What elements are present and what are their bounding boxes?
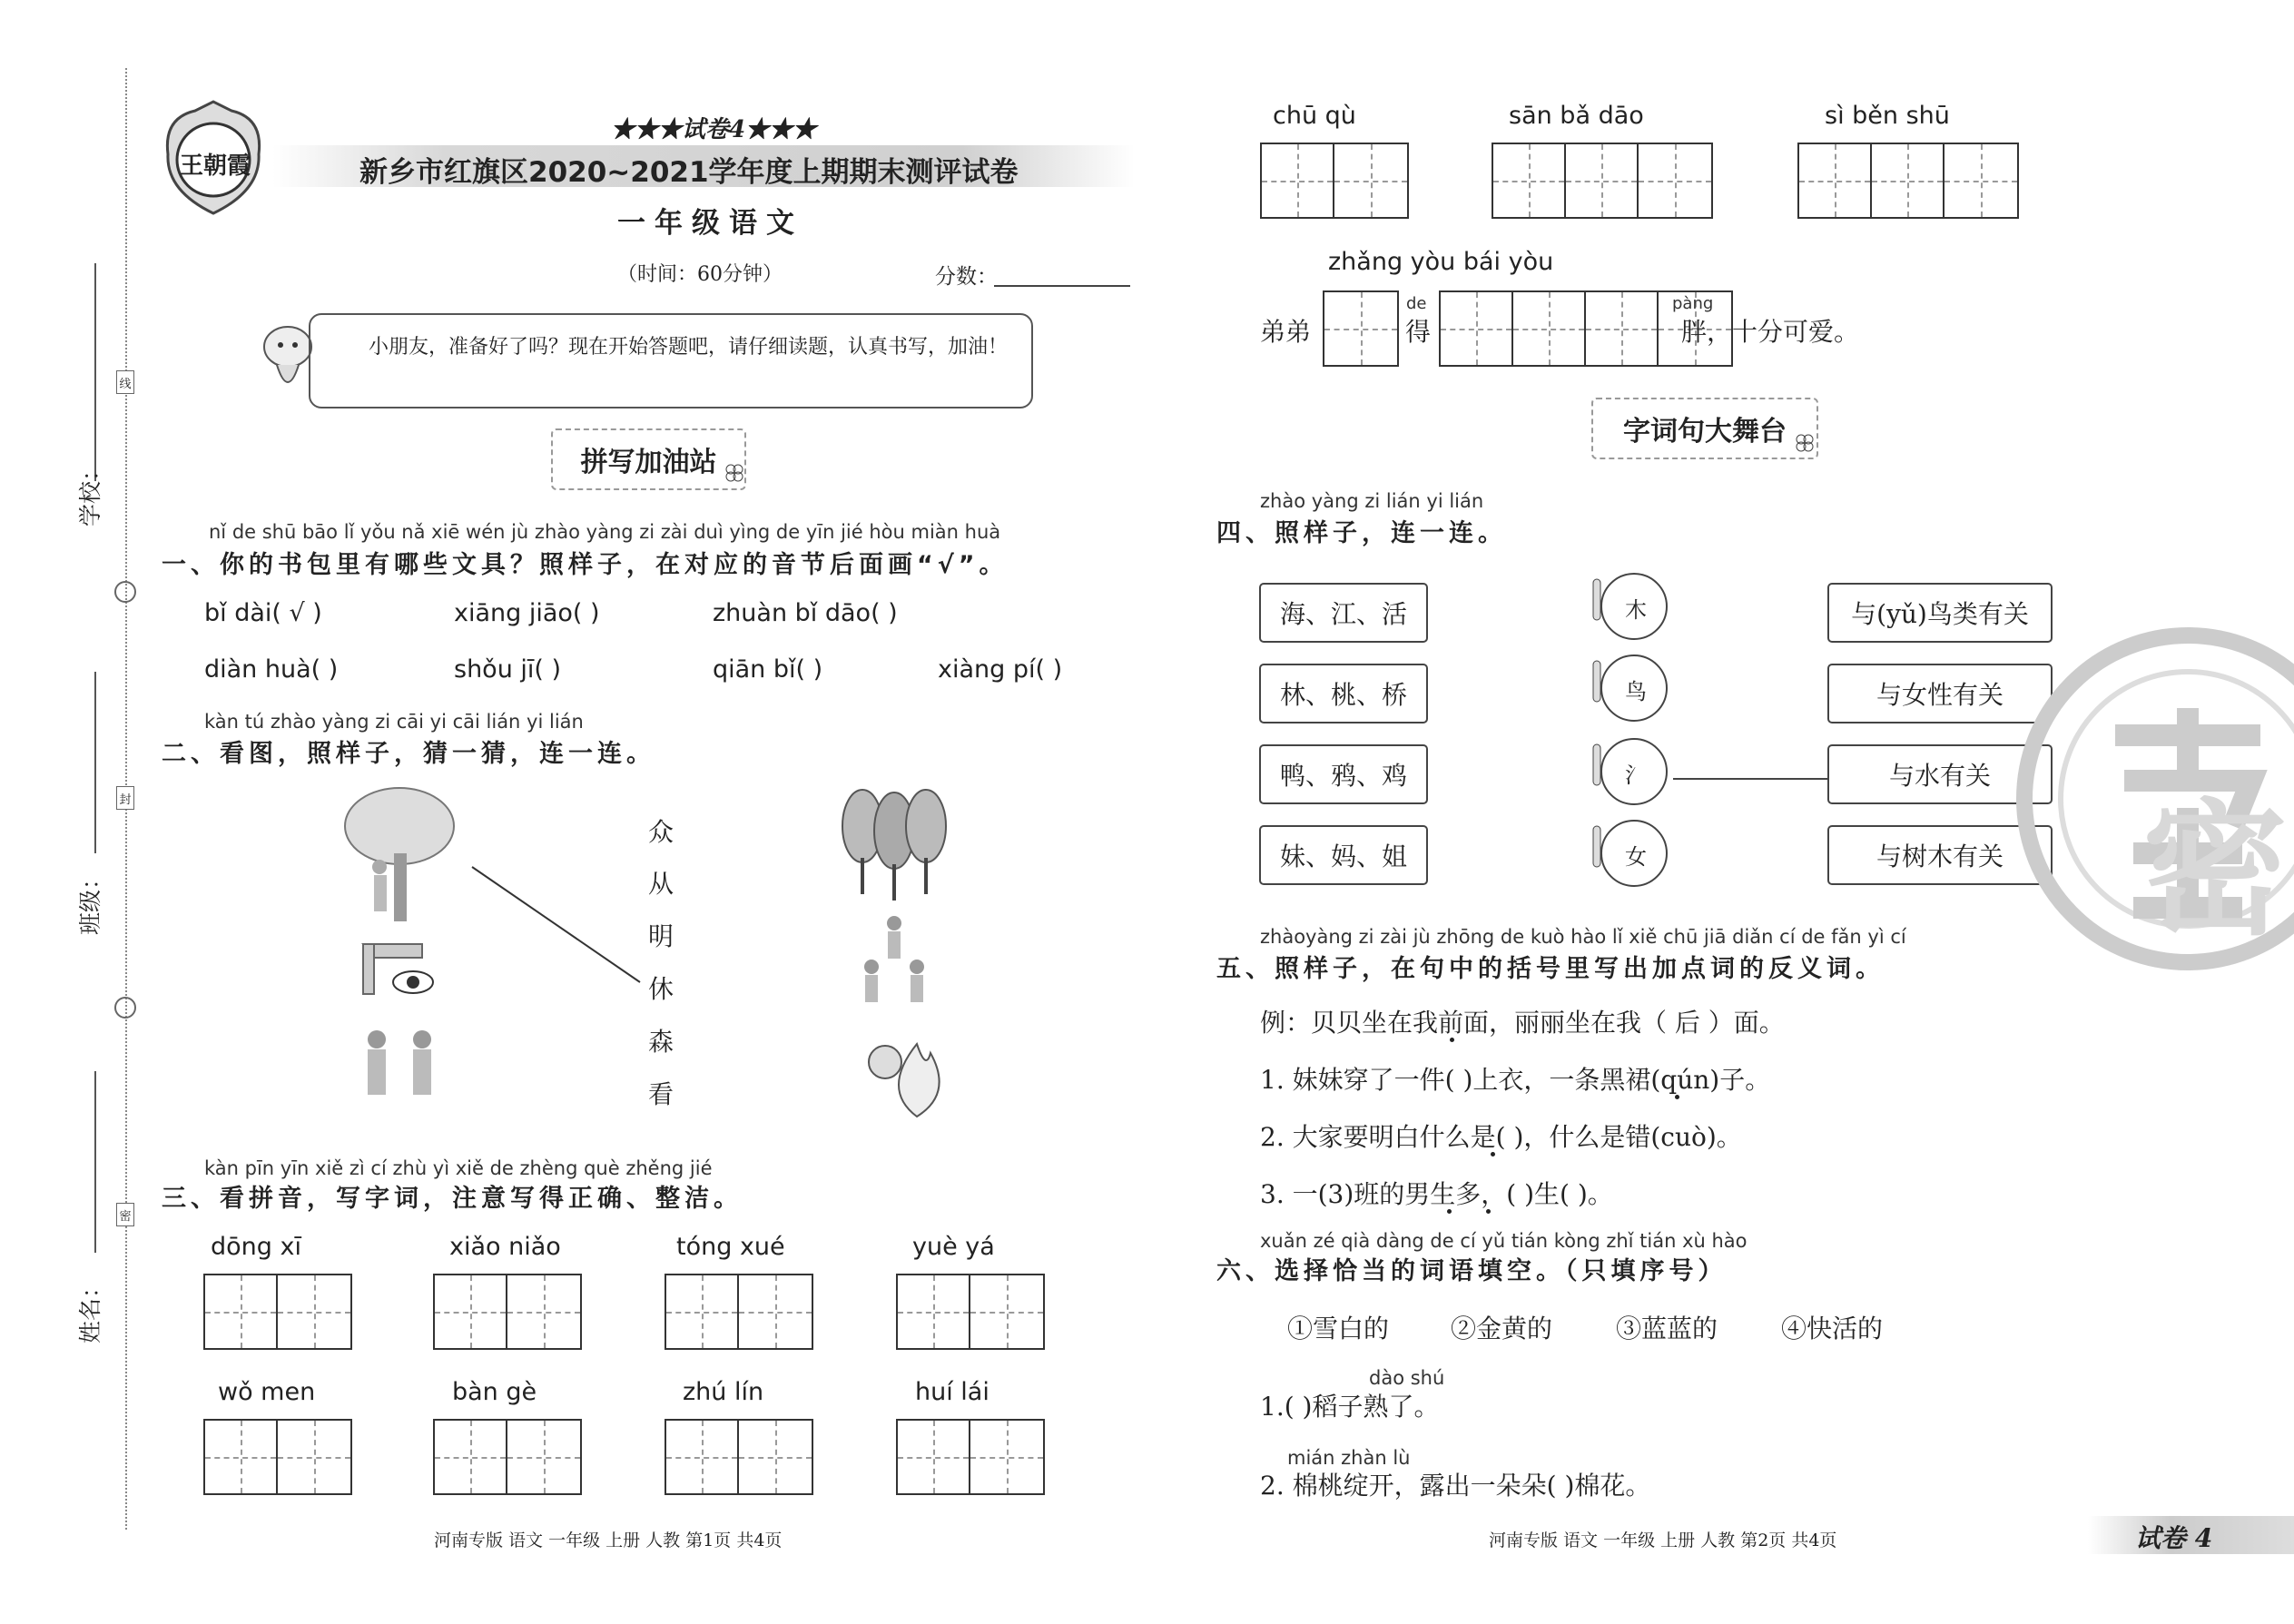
q4-question: 四、照样子，连一连。	[1216, 519, 1507, 547]
q2-pinyin: kàn tú zhào yàng zi cāi yi cāi lián yi lián	[204, 711, 584, 733]
emphasis-dot-icon	[1675, 1095, 1679, 1099]
seal-tag-feng: 封	[116, 786, 134, 810]
writing-grid[interactable]	[665, 1274, 813, 1350]
emphasis-dot-icon	[1491, 1152, 1495, 1156]
section-banner-pinxie: 拼写加油站	[551, 428, 746, 490]
q4-example-line	[1673, 778, 1827, 780]
sun-and-moon-icon	[869, 1044, 940, 1117]
q5-question: 五、照样子，在句中的括号里写出加点词的反义词。	[1216, 955, 1885, 983]
q3-pinyin-label: wǒ men	[218, 1378, 316, 1406]
binding-hole-icon	[114, 581, 136, 603]
q6-s2-pinyin: mián zhàn lù	[1287, 1447, 1411, 1469]
seal-tag-line: 线	[116, 370, 134, 394]
q1-item[interactable]: zhuàn bǐ dāo( )	[713, 599, 898, 627]
q3-pinyin-label: dōng xī	[211, 1233, 301, 1261]
name-label: 姓名：	[77, 1275, 103, 1343]
q2-example-line	[472, 867, 640, 982]
rt-row2-pinyin: zhǎng yòu bái yòu	[1328, 248, 1554, 276]
writing-grid[interactable]	[203, 1419, 352, 1495]
writing-grid[interactable]	[433, 1419, 582, 1495]
writing-grid[interactable]	[665, 1419, 813, 1495]
q5-pinyin: zhàoyàng zi zài jù zhōng de kuò hào lǐ xiě chū jiā diǎn cí de fǎn yì cí	[1260, 926, 1906, 948]
clover-icon	[723, 461, 746, 485]
q6-option: ②金黄的	[1451, 1314, 1553, 1343]
q6-option: ①雪白的	[1287, 1314, 1390, 1343]
rt-didi: 弟弟	[1260, 317, 1312, 347]
q3-pinyin-label: zhú lín	[683, 1378, 764, 1406]
emphasis-dot-icon	[1447, 1209, 1452, 1214]
writing-grid[interactable]	[1260, 143, 1409, 219]
writing-grid[interactable]	[896, 1419, 1045, 1495]
q4-right-box[interactable]: 与水有关	[1827, 744, 2053, 804]
q4-right-box[interactable]: 与树木有关	[1827, 825, 2053, 885]
time-limit: （时间：60分钟）	[617, 263, 783, 286]
q2-char[interactable]: 休	[648, 974, 674, 1004]
writing-grid[interactable]	[896, 1274, 1045, 1350]
rt-pinyin-label: chū qù	[1273, 102, 1356, 130]
q3-pinyin-label: huí lái	[915, 1378, 989, 1406]
q4-left-box[interactable]: 海、江、活	[1259, 583, 1428, 643]
q3-pinyin-label: xiǎo niǎo	[449, 1233, 561, 1261]
writing-grid[interactable]	[1323, 290, 1399, 367]
writing-grid[interactable]	[1797, 143, 2019, 219]
q1-question: 一、你的书包里有哪些文具？照样子，在对应的音节后面画“√”。	[162, 551, 1009, 579]
q1-item[interactable]: xiàng pí( )	[938, 655, 1063, 684]
binding-hole-icon	[114, 997, 136, 1019]
footer-tag: 试卷 4	[2135, 1523, 2213, 1553]
q3-question: 三、看拼音，写字词，注意写得正确、整洁。	[162, 1185, 743, 1213]
q1-item[interactable]: qiān bǐ( )	[713, 655, 823, 684]
rt-pinyin-label: sì běn shū	[1825, 102, 1950, 130]
writing-grid[interactable]	[203, 1274, 352, 1350]
q6-sentence-1[interactable]: 1.( )稻子熟了。	[1260, 1392, 1440, 1422]
logo-text: 王朝霞	[180, 153, 251, 180]
q2-char[interactable]: 众	[648, 817, 674, 847]
rt-pang-pinyin: pàng	[1672, 294, 1714, 313]
q3-pinyin-label: bàn gè	[452, 1378, 537, 1406]
q6-s1-pinyin: dào shú	[1369, 1367, 1445, 1389]
q2-char[interactable]: 看	[648, 1079, 674, 1109]
q4-pinyin: zhào yàng zi lián yi lián	[1260, 490, 1484, 512]
q6-option: ③蓝蓝的	[1616, 1314, 1718, 1343]
q6-option: ④快活的	[1781, 1314, 1884, 1343]
forest-icon	[842, 790, 946, 901]
emphasis-dot-icon	[1486, 1209, 1491, 1214]
q5-sentence-3[interactable]: 3. 一(3)班的男生多，( )生( )。	[1260, 1179, 1613, 1209]
q3-pinyin: kàn pīn yīn xiě zì cí zhù yì xiě de zhèng què zhěng jié	[204, 1157, 713, 1179]
q4-left-box[interactable]: 妹、妈、姐	[1259, 825, 1428, 885]
intro-bubble	[309, 313, 1033, 408]
q1-item[interactable]: shǒu jī( )	[454, 655, 562, 684]
q1-item[interactable]: xiāng jiāo( )	[454, 599, 600, 627]
q3-pinyin-label: tóng xué	[676, 1233, 785, 1261]
q4-radical: 氵	[1625, 763, 1647, 788]
name-line	[94, 1071, 96, 1253]
q2-char[interactable]: 从	[648, 869, 674, 899]
clover-icon	[1793, 431, 1816, 455]
hand-over-eye-icon	[363, 944, 433, 994]
two-people-icon	[368, 1030, 431, 1095]
school-line	[94, 263, 96, 481]
rt-de: 得	[1405, 317, 1432, 347]
q6-pinyin: xuǎn zé qià dàng de cí yǔ tián kòng zhǐ tián xù hào	[1260, 1230, 1748, 1252]
seal-mi-text: 密	[2142, 784, 2289, 955]
footer-right: 河南专版 语文 一年级 上册 人教 第2页 共4页	[1489, 1530, 1837, 1550]
q1-item[interactable]: bǐ dài( √ )	[204, 599, 322, 627]
class-label: 班级：	[77, 866, 103, 935]
paper-grade: 一年级语文	[617, 207, 803, 240]
writing-grid[interactable]	[1492, 143, 1713, 219]
rt-pang: 胖，十分可爱。	[1681, 317, 1860, 347]
q5-example: 例：贝贝坐在我前面，丽丽坐在我（ 后 ）面。	[1260, 1008, 1785, 1038]
footer-left: 河南专版 语文 一年级 上册 人教 第1页 共4页	[434, 1530, 783, 1550]
writing-grid[interactable]	[433, 1274, 582, 1350]
paper-title: 新乡市红旗区2020~2021学年度上期期末测评试卷	[359, 156, 1019, 189]
three-people-icon	[864, 916, 924, 1002]
q4-radical: 女	[1625, 844, 1647, 870]
q5-sentence-1[interactable]: 1. 妹妹穿了一件( )上衣，一条黑裙(qún)子。	[1260, 1065, 1771, 1095]
q4-radical: 鸟	[1625, 679, 1647, 704]
q4-right-box[interactable]: 与女性有关	[1827, 664, 2053, 723]
q2-question: 二、看图，照样子，猜一猜，连一连。	[162, 740, 655, 768]
q4-right-box[interactable]: 与(yǔ)鸟类有关	[1827, 583, 2053, 643]
score-label: 分数：	[935, 265, 998, 289]
rt-pinyin-label: sān bǎ dāo	[1509, 102, 1644, 130]
rt-de-pinyin: de	[1406, 294, 1427, 313]
seal-tag-mi: 密	[116, 1203, 134, 1226]
q4-radical: 木	[1625, 597, 1647, 623]
section-banner-zici: 字词句大舞台	[1591, 398, 1818, 459]
score-line[interactable]	[994, 285, 1130, 287]
q2-char[interactable]: 明	[648, 921, 674, 951]
q4-left-box[interactable]: 鸭、鸦、鸡	[1259, 744, 1428, 804]
intro-text: 小朋友，准备好了吗？现在开始答题吧，请仔细读题，认真书写，加油！	[369, 336, 1009, 359]
person-under-tree-icon	[345, 788, 454, 921]
class-line	[94, 672, 96, 853]
paper-subtitle: ★★★试卷4★★★	[611, 116, 817, 143]
q2-char[interactable]: 森	[648, 1027, 674, 1057]
q6-sentence-2[interactable]: 2. 棉桃绽开，露出一朵朵( )棉花。	[1260, 1471, 1651, 1501]
school-label: 学校：	[77, 458, 103, 527]
q5-sentence-2[interactable]: 2. 大家要明白什么是( )，什么是错(cuò)。	[1260, 1122, 1742, 1152]
q4-left-box[interactable]: 林、桃、桥	[1259, 664, 1428, 723]
q1-item[interactable]: diàn huà( )	[204, 655, 339, 684]
q1-pinyin: nǐ de shū bāo lǐ yǒu nǎ xiē wén jù zhào yàng zi zài duì yìng de yīn jié hòu miàn huà	[209, 521, 1001, 543]
q6-question: 六、选择恰当的词语填空。（只填序号）	[1216, 1257, 1728, 1285]
emphasis-dot-icon	[1450, 1038, 1454, 1042]
q3-pinyin-label: yuè yá	[912, 1233, 995, 1261]
